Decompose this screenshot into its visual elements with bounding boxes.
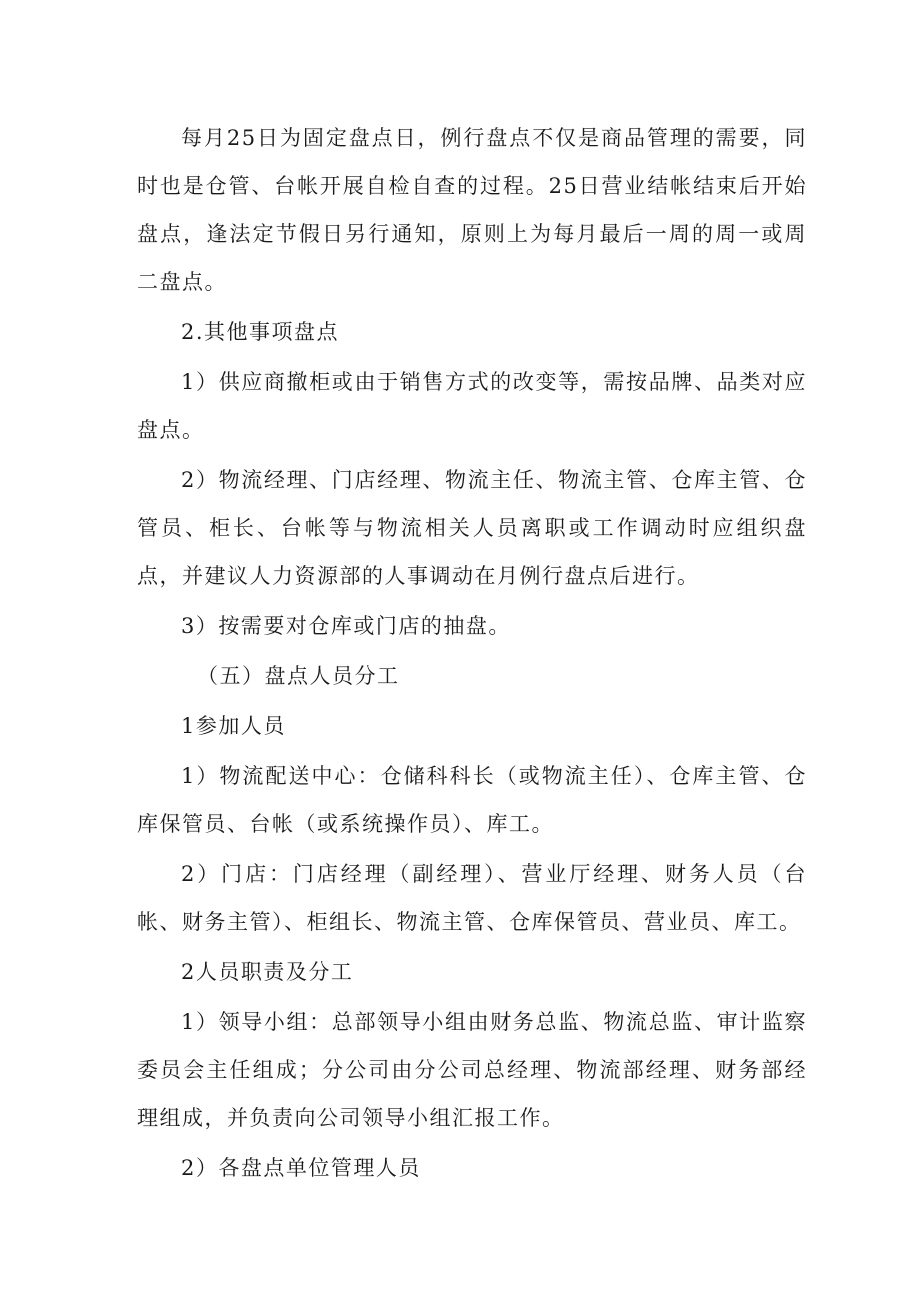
- paragraph-unit-managers: 2）各盘点单位管理人员: [181, 1156, 421, 1180]
- paragraph-spot-check: 3）按需要对仓库或门店的抽盘。: [181, 614, 511, 638]
- heading-participants: 1参加人员: [181, 714, 286, 738]
- paragraph-monthly-inventory: 每月25日为固定盘点日，例行盘点不仅是商品管理的需要，同时也是仓管、台帐开展自检自查的过程。25日营业结帐结束后开始盘点，逢法定节假日另行通知，原则上为每月最后一周的周一或周二盘点。: [137, 126, 807, 294]
- paragraph-supplier-withdrawal: 1）供应商撤柜或由于销售方式的改变等，需按品牌、品类对应盘点。: [137, 370, 807, 442]
- paragraph-logistics-center: 1）物流配送中心：仓储科科长（或物流主任）、仓库主管、仓库保管员、台帐（或系统操作员）、库工。: [137, 764, 807, 836]
- paragraph-staff-departure: 2）物流经理、门店经理、物流主任、物流主管、仓库主管、仓管员、柜长、台帐等与物流相关人员离职或工作调动时应组织盘点，并建议人力资源部的人事调动在月例行盘点后进行。: [137, 468, 807, 588]
- heading-other-inventory: 2.其他事项盘点: [181, 320, 340, 344]
- heading-duties: 2人员职责及分工: [181, 960, 354, 984]
- paragraph-stores: 2）门店：门店经理（副经理）、营业厅经理、财务人员（台帐、财务主管）、柜组长、物流主管、仓库保管员、营业员、库工。: [137, 862, 807, 934]
- heading-staff-division: （五）盘点人员分工: [197, 664, 400, 688]
- paragraph-leadership-group: 1）领导小组：总部领导小组由财务总监、物流总监、审计监察委员会主任组成；分公司由分公司总经理、物流部经理、财务部经理组成，并负责向公司领导小组汇报工作。: [137, 1010, 807, 1130]
- document-page: [137, 114, 807, 1192]
